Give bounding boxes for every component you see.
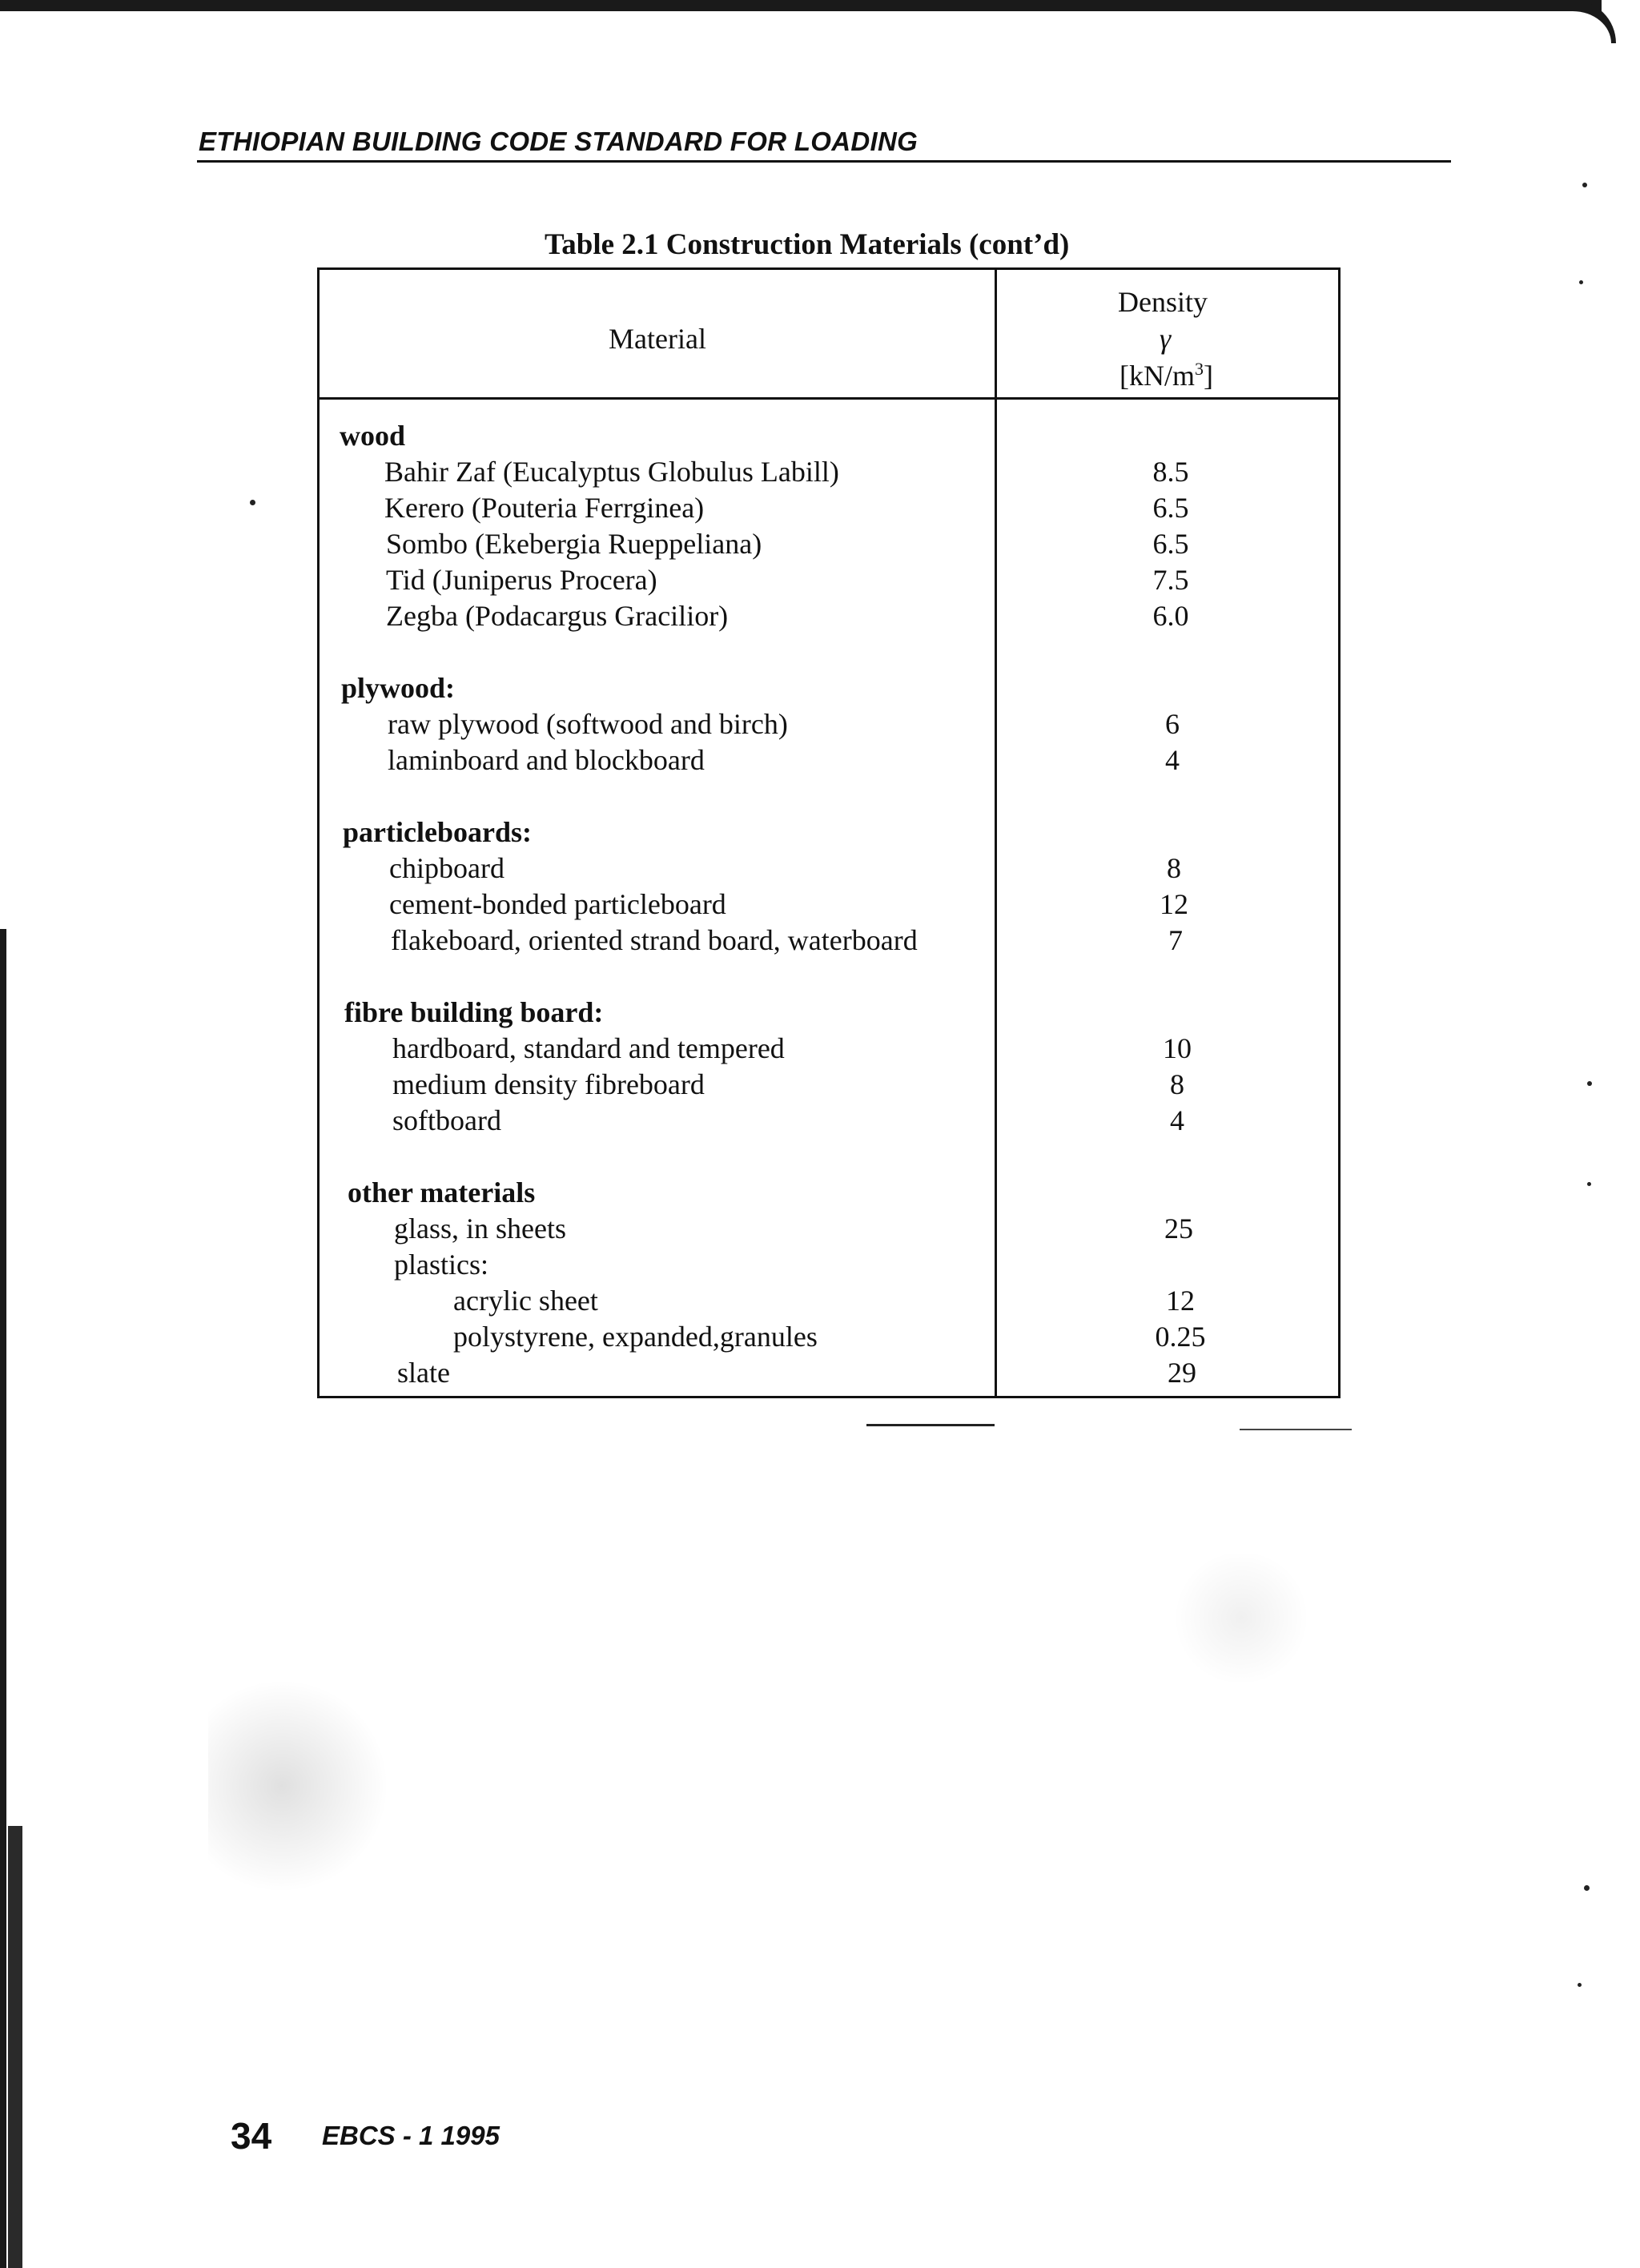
scan-dot [250, 500, 255, 505]
table-row-density: 8 [1170, 1068, 1184, 1100]
table-row-material: Sombo (Ekebergia Rueppeliana) [386, 528, 762, 560]
table-row-density: 6.5 [1152, 492, 1189, 524]
table-row-material: Kerero (Pouteria Ferrginea) [384, 492, 705, 524]
column-header-material: Material [609, 323, 706, 355]
page-number: 34 [231, 2115, 272, 2157]
table-row-material: softboard [392, 1104, 501, 1136]
table-row-material: Bahir Zaf (Eucalyptus Globulus Labill) [384, 456, 839, 488]
table-row-material: plastics: [394, 1249, 488, 1281]
group-title-fibre-building-board: fibre building board: [344, 996, 604, 1028]
column-divider [995, 267, 997, 1398]
table-row-material: hardboard, standard and tempered [392, 1032, 785, 1064]
table-row-material: raw plywood (softwood and birch) [388, 708, 788, 740]
table-row-density: 10 [1163, 1032, 1192, 1064]
table-row-material: Tid (Juniperus Procera) [386, 564, 657, 596]
table-row-density: 6.0 [1152, 600, 1189, 632]
table-row-material: flakeboard, oriented strand board, waterboard [391, 924, 918, 956]
table-row-density: 4 [1165, 744, 1180, 776]
table-row-density: 6 [1165, 708, 1180, 740]
table-row-density: 12 [1160, 888, 1188, 920]
table-row-density: 6.5 [1152, 528, 1189, 560]
group-title-other-materials: other materials [348, 1176, 536, 1208]
table-row-density: 8 [1167, 852, 1181, 884]
table-row-material: Zegba (Podacargus Gracilior) [386, 600, 729, 632]
table-row-density: 12 [1166, 1285, 1195, 1317]
table-row-material: medium density fibreboard [392, 1068, 705, 1100]
table-row-density: 8.5 [1152, 456, 1189, 488]
table-row-density: 29 [1168, 1357, 1196, 1389]
group-title-plywood: plywood: [341, 672, 456, 704]
scan-dot [1584, 1885, 1590, 1891]
group-title-wood: wood [340, 420, 406, 452]
column-header-symbol: γ [1160, 323, 1172, 355]
scan-dot [1587, 1182, 1591, 1186]
table-row-material: cement-bonded particleboard [389, 888, 726, 920]
scan-speckle [1169, 1554, 1313, 1682]
column-header-unit: $[kN/m^3]$ [1119, 359, 1213, 392]
column-header-density: Density [1118, 286, 1208, 318]
header-row-rule [317, 397, 1341, 400]
table-row-density: 4 [1170, 1104, 1184, 1136]
table-row-density: 0.25 [1155, 1321, 1206, 1353]
header-rule [197, 160, 1451, 163]
scan-edge-left [0, 929, 6, 2268]
running-header: ETHIOPIAN BUILDING CODE STANDARD FOR LOADING [199, 127, 918, 156]
footnote-rule [1240, 1429, 1352, 1430]
scan-dot [1582, 183, 1587, 187]
group-title-particleboards: particleboards: [343, 816, 532, 848]
table-row-density: 25 [1164, 1212, 1193, 1245]
table-row-density: 7 [1168, 924, 1183, 956]
table-row-material: chipboard [389, 852, 504, 884]
page-footer: EBCS - 1 1995 [322, 2121, 500, 2150]
scan-dot [1579, 280, 1583, 284]
table-row-material: laminboard and blockboard [388, 744, 705, 776]
table-row-material: glass, in sheets [394, 1212, 566, 1245]
scan-dot [1578, 1983, 1582, 1987]
table-caption: Table 2.1 Construction Materials (cont’d) [545, 228, 1070, 261]
table-row-material: acrylic sheet [453, 1285, 598, 1317]
table-row-density: 7.5 [1152, 564, 1189, 596]
scan-edge-left-shadow [8, 1826, 22, 2268]
scan-edge-top [0, 0, 1602, 11]
scan-edge-corner [1539, 0, 1616, 43]
scan-dot [1587, 1081, 1592, 1086]
table-row-material: polystyrene, expanded,granules [453, 1321, 818, 1353]
table-row-material: slate [397, 1357, 450, 1389]
footnote-rule [866, 1424, 995, 1426]
scan-speckle [208, 1666, 392, 1906]
